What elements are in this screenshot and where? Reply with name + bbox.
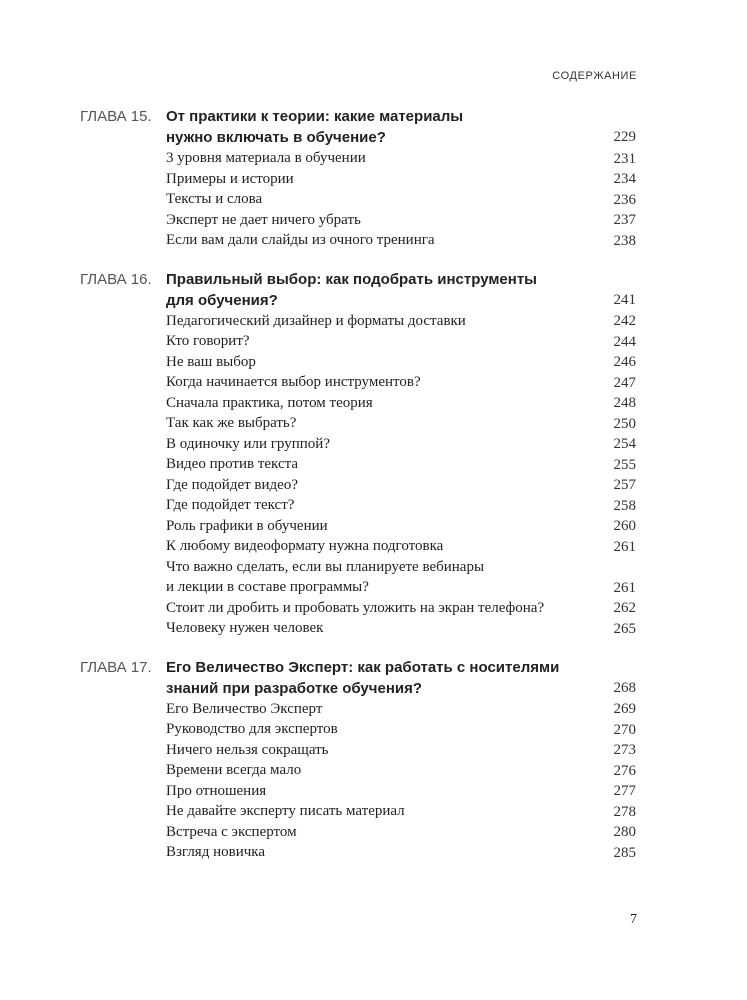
toc-entry [166,434,636,455]
toc-entry [166,311,636,332]
entry-page: 255 [613,456,636,473]
chapter-title-line1: Правильный выбор: как подобрать инструменты [166,270,537,288]
page-number: 7 [630,912,637,927]
toc-entry [166,331,636,352]
toc-entry [166,352,636,373]
entry-page: 278 [613,803,636,820]
toc-entry [166,598,636,619]
entry-title: Примеры и истории [166,170,294,187]
chapter-16 [80,269,636,639]
entry-title: Не ваш выбор [166,353,256,370]
entry-title: Человеку нужен человек [166,620,324,636]
toc-entry [166,148,636,169]
entry-title: Если вам дали слайды из очного тренинга [166,232,435,248]
entry-page: 244 [613,333,636,350]
entry-title: Про отношения [166,782,267,799]
entry-title: Когда начинается выбор инструментов? [166,374,421,390]
entry-page: 254 [613,436,636,452]
toc-entry [166,801,636,822]
toc-entry [166,413,636,434]
toc-entry [166,372,636,393]
chapter-label: ГЛАВА 15. [80,108,152,125]
entry-title: Взгляд новичка [166,844,265,860]
entry-page: 276 [613,762,636,779]
entry-title: Времени всегда мало [166,762,302,778]
entry-page: 285 [613,844,636,861]
chapter-title-line1: От практики к теории: какие материалы [166,108,464,125]
chapter-title-line1: Его Величество Эксперт: как работать с носителями [166,658,560,676]
entry-title: Видео против текста [166,456,298,472]
entry-title: Педагогический дизайнер и форматы доставки [166,312,466,329]
entry-page: 237 [613,212,636,228]
entry-page: 231 [613,150,636,167]
toc-entry-multiline [166,557,636,598]
chapter-title-line2: нужно включать в обучение? [166,129,386,146]
entry-title: Ничего нельзя сокращать [166,741,329,758]
chapter-label: ГЛАВА 17. [80,658,152,676]
entry-page: 273 [613,742,636,758]
entry-page: 280 [613,824,636,840]
toc-entry [166,781,636,802]
entry-page: 261 [613,579,636,596]
chapter-page-number: 268 [613,679,636,696]
chapter-label: ГЛАВА 16. [80,270,152,288]
entry-page: 257 [613,477,636,493]
entry-page: 258 [613,497,636,514]
toc-entry [166,719,636,740]
entry-title: Где подойдет текст? [166,497,295,513]
entry-title: В одиночку или группой? [166,435,330,452]
entry-title: Кто говорит? [166,333,250,349]
toc-entry [166,169,636,190]
entry-title: Сначала практика, потом теория [166,394,373,411]
toc-entry [166,760,636,781]
entry-title: Не давайте эксперту писать материал [166,803,405,819]
entry-title: Руководство для экспертов [166,721,338,737]
toc-entry [166,536,636,557]
entry-title: Тексты и слова [166,191,263,207]
entry-title: Так как же выбрать? [166,415,297,431]
toc-entry [166,842,636,863]
entry-page: 260 [613,518,636,534]
entry-page: 236 [613,191,636,208]
chapter-title-line2: для обучения? [166,291,278,309]
toc-entry [166,495,636,516]
toc-entry [166,393,636,414]
entry-title-line1: Что важно сделать, если вы планируете вебинары [166,558,485,575]
running-header: СОДЕРЖАНИЕ [552,70,637,82]
chapter-title-line2: знаний при разработке обучения? [166,679,423,697]
toc-entry [166,189,636,210]
entry-title: Его Величество Эксперт [166,700,323,717]
entry-page: 242 [613,313,636,329]
entry-page: 262 [613,600,636,616]
entry-title: 3 уровня материала в обучении [166,150,366,166]
entry-page: 234 [613,171,636,187]
table-of-contents [80,106,636,881]
entry-page: 265 [613,620,636,637]
toc-entry [166,822,636,843]
entry-title: Стоит ли дробить и пробовать уложить на экран телефона? [166,599,545,616]
entry-title: Роль графики в обучении [166,517,328,534]
entry-title: Где подойдет видео? [166,476,298,493]
entry-title: К любому видеоформату нужна подготовка [166,538,444,554]
toc-entry [166,618,636,639]
chapter-page-number: 229 [613,129,636,145]
toc-entry [166,475,636,496]
chapter-page-number: 241 [613,291,636,308]
entry-title: Эксперт не дает ничего убрать [166,211,361,228]
entry-page: 270 [613,721,636,738]
toc-entry [166,210,636,231]
entry-page: 248 [613,395,636,411]
entry-page: 246 [613,354,636,370]
entry-title: Встреча с экспертом [166,823,297,840]
toc-entry [166,516,636,537]
toc-entry [166,230,636,251]
chapter-17 [80,657,636,863]
toc-entry [166,699,636,720]
toc-entry [166,740,636,761]
entry-page: 247 [613,374,636,391]
toc-entry [166,454,636,475]
entry-page: 277 [613,783,636,799]
entry-page: 261 [613,538,636,555]
entry-title-line2: и лекции в составе программы? [166,579,369,595]
chapter-15 [80,106,636,251]
entry-page: 238 [613,232,636,249]
entry-page: 269 [613,701,636,717]
entry-page: 250 [613,415,636,432]
